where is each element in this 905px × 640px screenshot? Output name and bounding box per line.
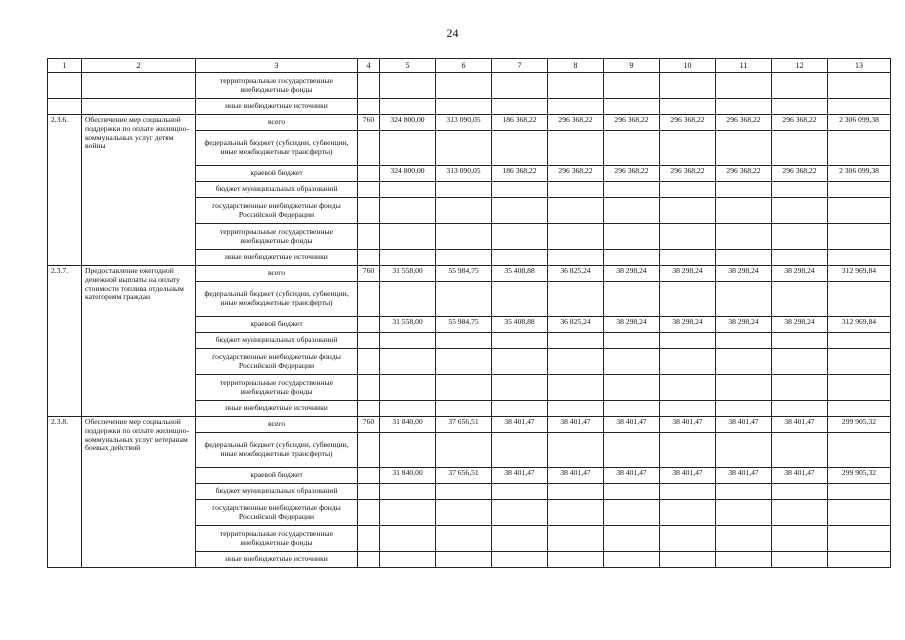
value-cell: [772, 552, 828, 568]
value-cell: [548, 333, 604, 349]
col4-cell: 760: [358, 266, 380, 282]
funding-source-cell: бюджет муниципальных образований: [196, 333, 358, 349]
value-cell: [828, 526, 891, 552]
value-cell: [492, 349, 548, 375]
header-cell: 13: [828, 59, 891, 73]
value-cell: [660, 131, 716, 166]
value-cell: [716, 349, 772, 375]
value-cell: [604, 198, 660, 224]
value-cell: [772, 349, 828, 375]
value-cell: [604, 552, 660, 568]
table-row: [48, 266, 891, 282]
empty-cell: [82, 99, 196, 115]
value-cell: [436, 500, 492, 526]
value-cell: [772, 401, 828, 417]
value-cell: [772, 484, 828, 500]
page-number: 24: [446, 26, 459, 40]
header-cell: 7: [492, 59, 548, 73]
value-cell: [492, 99, 548, 115]
value-cell: [604, 526, 660, 552]
value-cell: 296 368,22: [716, 166, 772, 182]
budget-table: [47, 58, 891, 568]
value-cell: 313 090,05: [436, 115, 492, 131]
value-cell: [436, 99, 492, 115]
value-cell: [492, 552, 548, 568]
col4-cell: [358, 526, 380, 552]
funding-source-cell: иные внебюджетные источники: [196, 99, 358, 115]
value-cell: 296 368,22: [604, 166, 660, 182]
funding-source-cell: государственные внебюджетные фонды Российской Федерации: [196, 349, 358, 375]
value-cell: 324 800,00: [380, 115, 436, 131]
col4-cell: [358, 552, 380, 568]
value-cell: [716, 131, 772, 166]
empty-cell: [358, 99, 380, 115]
value-cell: [828, 333, 891, 349]
funding-source-cell: федеральный бюджет (субсидии, субвенции, иные межбюджетные трансферты): [196, 282, 358, 317]
value-cell: [604, 484, 660, 500]
value-cell: [492, 73, 548, 99]
value-cell: [772, 526, 828, 552]
value-cell: [716, 198, 772, 224]
value-cell: [716, 484, 772, 500]
value-cell: [436, 375, 492, 401]
value-cell: [492, 282, 548, 317]
value-cell: [772, 375, 828, 401]
value-cell: [716, 333, 772, 349]
value-cell: [492, 500, 548, 526]
value-cell: 31 840,00: [380, 468, 436, 484]
value-cell: [772, 131, 828, 166]
item-code-cell: 2.3.6.: [48, 115, 82, 266]
col4-cell: [358, 166, 380, 182]
value-cell: [548, 500, 604, 526]
value-cell: [828, 250, 891, 266]
value-cell: 38 401,47: [660, 468, 716, 484]
header-cell: 3: [196, 59, 358, 73]
value-cell: [660, 250, 716, 266]
value-cell: [548, 198, 604, 224]
value-cell: 38 298,24: [604, 266, 660, 282]
value-cell: 38 298,24: [604, 317, 660, 333]
value-cell: 296 368,22: [548, 115, 604, 131]
value-cell: [716, 526, 772, 552]
item-name-cell: Обеспечение мер социальной поддержки по оплате жилищно-коммунальных услуг детям войны: [82, 115, 196, 266]
value-cell: [828, 484, 891, 500]
value-cell: [436, 526, 492, 552]
value-cell: [380, 250, 436, 266]
value-cell: [660, 282, 716, 317]
value-cell: [604, 131, 660, 166]
funding-source-cell: федеральный бюджет (субсидии, субвенции, иные межбюджетные трансферты): [196, 433, 358, 468]
value-cell: 296 368,22: [548, 166, 604, 182]
funding-source-cell: всего: [196, 417, 358, 433]
value-cell: [380, 433, 436, 468]
value-cell: [548, 526, 604, 552]
value-cell: 55 984,75: [436, 266, 492, 282]
col4-cell: [358, 250, 380, 266]
value-cell: 38 298,24: [716, 317, 772, 333]
value-cell: [660, 526, 716, 552]
value-cell: [772, 333, 828, 349]
value-cell: [548, 484, 604, 500]
value-cell: [492, 484, 548, 500]
value-cell: [380, 198, 436, 224]
value-cell: [548, 131, 604, 166]
value-cell: 313 090,05: [436, 166, 492, 182]
col4-cell: [358, 333, 380, 349]
table-body: [48, 59, 891, 568]
col4-cell: [358, 500, 380, 526]
value-cell: [716, 224, 772, 250]
funding-source-cell: территориальные государственные внебюджетные фонды: [196, 526, 358, 552]
value-cell: [380, 333, 436, 349]
value-cell: [548, 433, 604, 468]
funding-source-cell: государственные внебюджетные фонды Российской Федерации: [196, 500, 358, 526]
value-cell: [492, 250, 548, 266]
value-cell: 296 368,22: [772, 166, 828, 182]
header-cell: 12: [772, 59, 828, 73]
header-cell: 11: [716, 59, 772, 73]
value-cell: [548, 73, 604, 99]
header-cell: 4: [358, 59, 380, 73]
value-cell: [716, 401, 772, 417]
value-cell: 186 368,22: [492, 166, 548, 182]
value-cell: 38 401,47: [772, 417, 828, 433]
value-cell: [828, 224, 891, 250]
value-cell: [436, 131, 492, 166]
value-cell: [604, 99, 660, 115]
value-cell: 38 401,47: [716, 417, 772, 433]
value-cell: 31 558,00: [380, 266, 436, 282]
value-cell: 2 306 099,38: [828, 115, 891, 131]
col4-cell: [358, 468, 380, 484]
value-cell: [660, 99, 716, 115]
funding-source-cell: краевой бюджет: [196, 166, 358, 182]
value-cell: [772, 500, 828, 526]
value-cell: 296 368,22: [716, 115, 772, 131]
value-cell: [436, 182, 492, 198]
col4-cell: [358, 224, 380, 250]
value-cell: 38 401,47: [716, 468, 772, 484]
value-cell: [716, 552, 772, 568]
value-cell: [380, 182, 436, 198]
value-cell: 312 969,84: [828, 266, 891, 282]
value-cell: [492, 433, 548, 468]
col4-cell: 760: [358, 115, 380, 131]
value-cell: [716, 73, 772, 99]
value-cell: [604, 500, 660, 526]
value-cell: [772, 224, 828, 250]
col4-cell: [358, 433, 380, 468]
funding-source-cell: всего: [196, 115, 358, 131]
value-cell: [828, 375, 891, 401]
col4-cell: [358, 198, 380, 224]
table-row: [48, 115, 891, 131]
value-cell: [548, 349, 604, 375]
value-cell: [604, 349, 660, 375]
value-cell: [436, 333, 492, 349]
value-cell: [492, 224, 548, 250]
value-cell: [492, 333, 548, 349]
header-cell: 9: [604, 59, 660, 73]
funding-source-cell: краевой бюджет: [196, 468, 358, 484]
value-cell: 31 558,00: [380, 317, 436, 333]
col4-cell: 760: [358, 417, 380, 433]
value-cell: [828, 131, 891, 166]
item-code-cell: 2.3.8.: [48, 417, 82, 568]
value-cell: [492, 198, 548, 224]
col4-cell: [358, 375, 380, 401]
value-cell: [604, 250, 660, 266]
header-cell: 10: [660, 59, 716, 73]
value-cell: [660, 433, 716, 468]
funding-source-cell: всего: [196, 266, 358, 282]
value-cell: [772, 73, 828, 99]
col4-cell: [358, 349, 380, 375]
value-cell: [436, 349, 492, 375]
value-cell: 38 401,47: [604, 417, 660, 433]
value-cell: [492, 375, 548, 401]
item-code-cell: 2.3.7.: [48, 266, 82, 417]
value-cell: [660, 182, 716, 198]
value-cell: [548, 282, 604, 317]
value-cell: [716, 282, 772, 317]
funding-source-cell: территориальные государственные внебюджетные фонды: [196, 73, 358, 99]
value-cell: 36 825,24: [548, 317, 604, 333]
funding-source-cell: бюджет муниципальных образований: [196, 182, 358, 198]
value-cell: [492, 401, 548, 417]
table-row: [48, 99, 891, 115]
value-cell: 38 401,47: [548, 468, 604, 484]
funding-source-cell: краевой бюджет: [196, 317, 358, 333]
value-cell: [604, 401, 660, 417]
value-cell: 296 368,22: [604, 115, 660, 131]
value-cell: [380, 401, 436, 417]
value-cell: 35 408,88: [492, 266, 548, 282]
value-cell: [716, 500, 772, 526]
value-cell: [436, 224, 492, 250]
value-cell: 31 840,00: [380, 417, 436, 433]
value-cell: [828, 99, 891, 115]
value-cell: [548, 99, 604, 115]
value-cell: 38 298,24: [772, 266, 828, 282]
item-name-cell: Предоставление ежегодной денежной выплаты на оплату стоимости топлива отдельным категориям граждан: [82, 266, 196, 417]
value-cell: [660, 349, 716, 375]
header-cell: 5: [380, 59, 436, 73]
funding-source-cell: территориальные государственные внебюджетные фонды: [196, 224, 358, 250]
value-cell: [660, 333, 716, 349]
value-cell: 38 401,47: [492, 468, 548, 484]
value-cell: [380, 552, 436, 568]
funding-source-cell: иные внебюджетные источники: [196, 401, 358, 417]
value-cell: [380, 500, 436, 526]
value-cell: 38 401,47: [548, 417, 604, 433]
value-cell: [436, 282, 492, 317]
col4-cell: [358, 401, 380, 417]
value-cell: 37 656,51: [436, 468, 492, 484]
value-cell: [660, 484, 716, 500]
value-cell: [772, 250, 828, 266]
value-cell: [660, 375, 716, 401]
value-cell: 38 298,24: [660, 266, 716, 282]
value-cell: [660, 500, 716, 526]
value-cell: 35 408,88: [492, 317, 548, 333]
funding-source-cell: иные внебюджетные источники: [196, 250, 358, 266]
value-cell: [604, 333, 660, 349]
value-cell: [772, 282, 828, 317]
col4-cell: [358, 317, 380, 333]
header-cell: 8: [548, 59, 604, 73]
value-cell: [716, 375, 772, 401]
value-cell: [772, 182, 828, 198]
value-cell: [436, 73, 492, 99]
value-cell: [380, 131, 436, 166]
value-cell: [380, 224, 436, 250]
value-cell: [548, 401, 604, 417]
value-cell: [716, 99, 772, 115]
value-cell: [660, 552, 716, 568]
value-cell: [604, 375, 660, 401]
value-cell: [604, 282, 660, 317]
value-cell: [604, 73, 660, 99]
col4-cell: [358, 182, 380, 198]
value-cell: 296 368,22: [660, 166, 716, 182]
funding-source-cell: бюджет муниципальных образований: [196, 484, 358, 500]
value-cell: [548, 250, 604, 266]
value-cell: [828, 198, 891, 224]
value-cell: [828, 349, 891, 375]
header-cell: 2: [82, 59, 196, 73]
value-cell: [828, 401, 891, 417]
col4-cell: [358, 131, 380, 166]
value-cell: 38 401,47: [772, 468, 828, 484]
value-cell: [660, 224, 716, 250]
col4-cell: [358, 484, 380, 500]
value-cell: 296 368,22: [660, 115, 716, 131]
value-cell: [828, 500, 891, 526]
value-cell: 296 368,22: [772, 115, 828, 131]
value-cell: [604, 224, 660, 250]
value-cell: 38 401,47: [660, 417, 716, 433]
value-cell: [772, 198, 828, 224]
value-cell: 299 905,32: [828, 417, 891, 433]
value-cell: [380, 99, 436, 115]
value-cell: [828, 282, 891, 317]
value-cell: [492, 182, 548, 198]
col4-cell: [358, 282, 380, 317]
value-cell: [548, 552, 604, 568]
header-cell: 1: [48, 59, 82, 73]
value-cell: [492, 131, 548, 166]
value-cell: [436, 552, 492, 568]
value-cell: [436, 250, 492, 266]
funding-source-cell: территориальные государственные внебюджетные фонды: [196, 375, 358, 401]
value-cell: [660, 198, 716, 224]
value-cell: [828, 73, 891, 99]
value-cell: [548, 375, 604, 401]
value-cell: 186 368,22: [492, 115, 548, 131]
value-cell: [828, 552, 891, 568]
empty-cell: [82, 73, 196, 99]
value-cell: 324 800,00: [380, 166, 436, 182]
value-cell: [716, 182, 772, 198]
value-cell: [380, 375, 436, 401]
value-cell: [436, 401, 492, 417]
value-cell: [772, 99, 828, 115]
value-cell: 2 306 099,38: [828, 166, 891, 182]
table-row: [48, 417, 891, 433]
value-cell: 38 401,47: [492, 417, 548, 433]
table-row: [48, 73, 891, 99]
header-cell: 6: [436, 59, 492, 73]
value-cell: [380, 349, 436, 375]
empty-cell: [358, 73, 380, 99]
header-row: [48, 59, 891, 73]
value-cell: [436, 484, 492, 500]
value-cell: [604, 433, 660, 468]
value-cell: [436, 433, 492, 468]
value-cell: [380, 282, 436, 317]
funding-source-cell: государственные внебюджетные фонды Российской Федерации: [196, 198, 358, 224]
value-cell: 312 969,84: [828, 317, 891, 333]
funding-source-cell: федеральный бюджет (субсидии, субвенции, иные межбюджетные трансферты): [196, 131, 358, 166]
value-cell: 55 984,75: [436, 317, 492, 333]
value-cell: [548, 224, 604, 250]
empty-cell: [48, 99, 82, 115]
value-cell: 38 298,24: [660, 317, 716, 333]
value-cell: 36 825,24: [548, 266, 604, 282]
value-cell: [380, 526, 436, 552]
value-cell: [828, 433, 891, 468]
value-cell: 38 298,24: [772, 317, 828, 333]
empty-cell: [48, 73, 82, 99]
value-cell: [380, 73, 436, 99]
value-cell: 37 656,51: [436, 417, 492, 433]
value-cell: 38 401,47: [604, 468, 660, 484]
item-name-cell: Обеспечение мер социальной поддержки по оплате жилищно-коммунальных услуг ветеранам боевых действий: [82, 417, 196, 568]
value-cell: [716, 250, 772, 266]
value-cell: [604, 182, 660, 198]
value-cell: [436, 198, 492, 224]
value-cell: [772, 433, 828, 468]
value-cell: [660, 73, 716, 99]
value-cell: [380, 484, 436, 500]
value-cell: 38 298,24: [716, 266, 772, 282]
value-cell: [492, 526, 548, 552]
value-cell: 299 905,32: [828, 468, 891, 484]
value-cell: [548, 182, 604, 198]
value-cell: [716, 433, 772, 468]
value-cell: [660, 401, 716, 417]
value-cell: [828, 182, 891, 198]
funding-source-cell: иные внебюджетные источники: [196, 552, 358, 568]
